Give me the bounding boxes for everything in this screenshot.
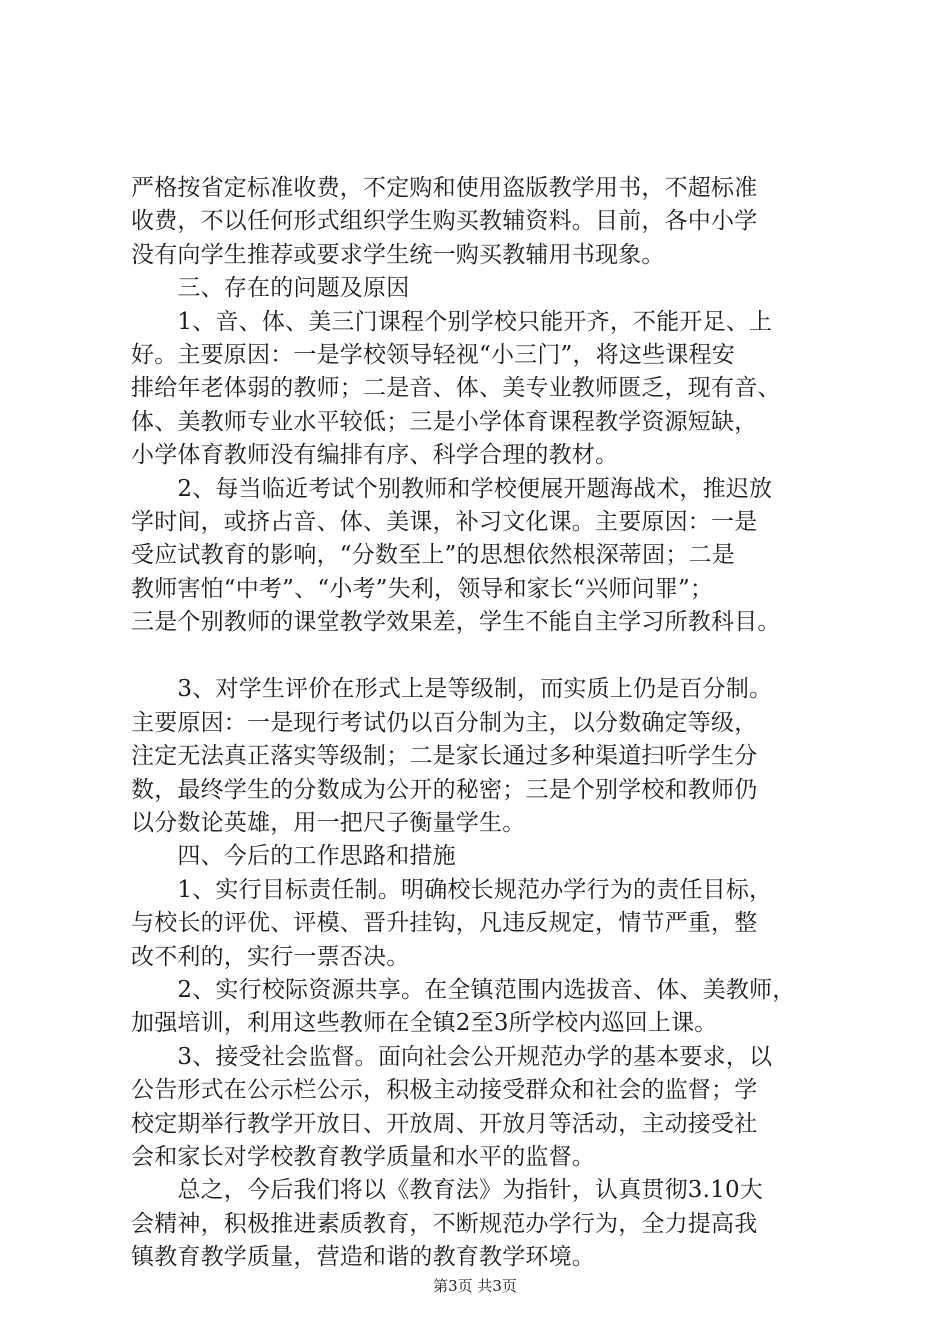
text-line: 镇教育教学质量，营造和谐的教育教学环境。	[131, 1244, 595, 1271]
text-line: 数，最终学生的分数成为公开的秘密；三是个别学校和教师仍	[131, 776, 758, 803]
text-line: 注定无法真正落实等级制；二是家长通过多种渠道扫听学生分	[131, 743, 758, 770]
text-line: 与校长的评优、评模、晋升挂钩，凡违反规定，情节严重，整	[131, 910, 758, 937]
text-line: 3、对学生评价在形式上是等级制，而实质上仍是百分制。	[131, 676, 773, 703]
text-line: 会和家长对学校教育教学质量和水平的监督。	[131, 1143, 595, 1170]
text-line: 收费，不以任何形式组织学生购买教辅资料。目前，各中小学	[131, 208, 758, 235]
text-line: 三、存在的问题及原因	[131, 275, 410, 302]
text-line: 教师害怕“中考”、“小考”失利，领导和家长“兴师问罪”；	[131, 575, 714, 602]
text-line: 会精神，积极推进素质教育，不断规范办学行为，全力提高我	[131, 1210, 758, 1237]
text-line: 严格按省定标准收费，不定购和使用盗版教学用书，不超标准	[131, 175, 758, 201]
page-footer: 第3页 共3页	[433, 1277, 517, 1295]
text-line: 三是个别教师的课堂教学效果差，学生不能自主学习所教科目。	[131, 609, 781, 636]
text-line: 2、每当临近考试个别教师和学校便展开题海战术，推迟放	[131, 475, 773, 502]
text-line: 受应试教育的影响，“分数至上”的思想依然根深蒂固；二是	[131, 542, 735, 569]
body-section-2	[131, 673, 831, 1274]
text-line: 1、实行目标责任制。明确校长规范办学行为的责任目标，	[131, 876, 773, 903]
text-line: 公告形式在公示栏公示，积极主动接受群众和社会的监督；学	[131, 1077, 758, 1104]
text-line: 学时间，或挤占音、体、美课，补习文化课。主要原因：一是	[131, 508, 758, 535]
text-line: 小学体育教师没有编排有序、科学合理的教材。	[131, 442, 619, 469]
text-line: 2、实行校际资源共享。在全镇范围内选拔音、体、美教师，	[131, 976, 796, 1003]
body-section-1	[131, 172, 831, 639]
text-line: 3、接受社会监督。面向社会公开规范办学的基本要求，以	[131, 1043, 773, 1070]
text-line: 排给年老体弱的教师；二是音、体、美专业教师匮乏，现有音、	[131, 375, 781, 402]
text-line: 1、音、体、美三门课程个别学校只能开齐，不能开足、上	[131, 308, 773, 335]
text-line: 改不利的，实行一票否决。	[131, 943, 410, 970]
text-line: 校定期举行教学开放日、开放周、开放月等活动，主动接受社	[131, 1110, 758, 1137]
text-line: 四、今后的工作思路和措施	[131, 843, 456, 870]
paragraph-gap	[131, 639, 831, 673]
text-line: 总之，今后我们将以《教育法》为指针，认真贯彻3.10大	[131, 1177, 764, 1204]
text-line: 好。主要原因：一是学校领导轻视“小三门”，将这些课程安	[131, 341, 735, 368]
text-line: 以分数论英雄，用一把尺子衡量学生。	[131, 810, 526, 837]
text-line: 体、美教师专业水平较低；三是小学体育课程教学资源短缺，	[131, 408, 758, 435]
text-line: 主要原因：一是现行考试仍以百分制为主，以分数确定等级，	[131, 709, 758, 736]
document-body	[131, 172, 831, 1275]
text-line: 没有向学生推荐或要求学生统一购买教辅用书现象。	[131, 241, 665, 268]
text-line: 加强培训，利用这些教师在全镇2至3所学校内巡回上课。	[131, 1010, 718, 1037]
